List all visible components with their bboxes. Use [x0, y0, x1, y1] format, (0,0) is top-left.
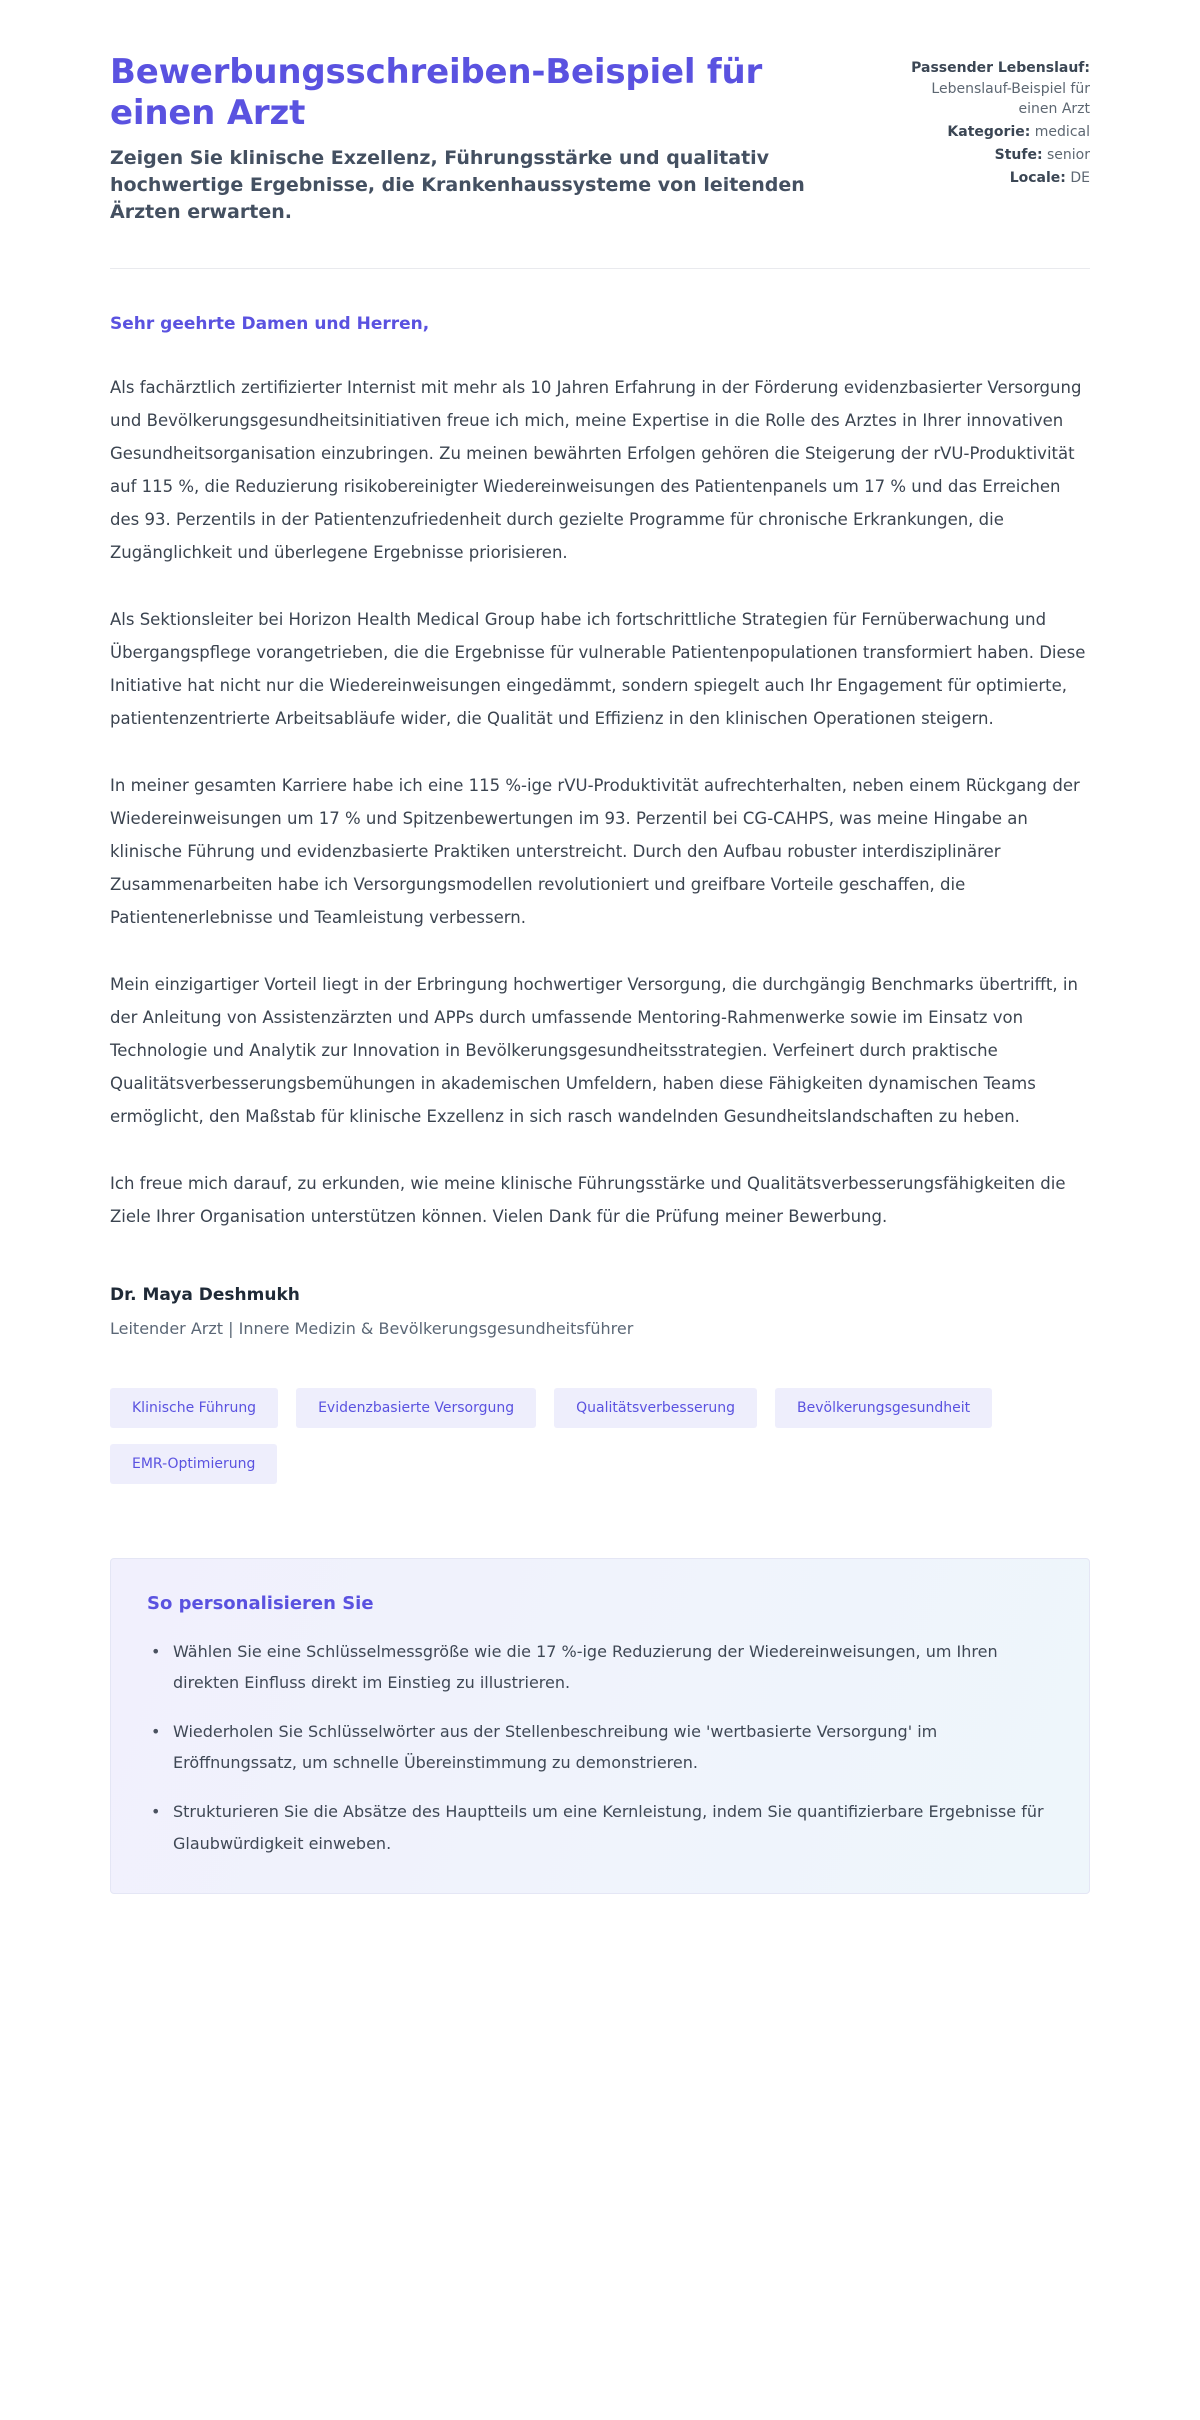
meta-locale-label: Locale:: [1009, 169, 1066, 186]
meta-category: [890, 122, 1090, 143]
tag-list: [110, 1388, 1070, 1484]
tag-chip[interactable]: Bevölkerungsgesundheit: [775, 1388, 992, 1428]
callout-tip-text: Wählen Sie eine Schlüsselmessgröße wie die 17 %-ige Reduzierung der Wiedereinweisungen, um Ihren direkten Einfluss direkt im Einstieg zu illustrieren.: [173, 1641, 998, 1692]
callout-title: So personalisieren Sie: [147, 1592, 374, 1614]
callout-tip-list: [147, 1636, 1053, 1859]
bullet-icon: •: [151, 1722, 161, 1742]
meta-level-label: Stufe:: [994, 146, 1043, 163]
callout-tip-text: Strukturieren Sie die Absätze des Hauptteils um eine Kernleistung, indem Sie quantifizierbare Ergebnisse für Glaubwürdigkeit einweben.: [173, 1802, 1044, 1853]
bullet-icon: •: [151, 1802, 161, 1822]
bullet-icon: •: [151, 1641, 161, 1661]
letter-body: [110, 269, 1090, 1338]
meta-matching-resume-label: Passender Lebenslauf:: [911, 60, 1090, 76]
personalization-callout: [110, 1558, 1090, 1894]
page-title: Bewerbungsschreiben-Beispiel für einen Arzt: [110, 52, 763, 134]
document-metadata: [890, 52, 1090, 190]
signature-role: Leitender Arzt | Innere Medizin & Bevölkerungsgesundheitsführer: [110, 1318, 634, 1338]
meta-category-value: medical: [1034, 124, 1090, 141]
page-subtitle: Zeigen Sie klinische Exzellenz, Führungsstärke und qualitativ hochwertige Ergebnisse, die Krankenhaussysteme von leitenden Ärzten erwarten.: [110, 146, 805, 223]
callout-tip-item: [147, 1716, 1053, 1778]
tag-chip[interactable]: Evidenzbasierte Versorgung: [296, 1388, 536, 1428]
callout-tip-text: Wiederholen Sie Schlüsselwörter aus der Stellenbeschreibung wie 'wertbasierte Versorgung' im Eröffnungssatz, um schnelle Übereinstimmung zu demonstrieren.: [173, 1722, 938, 1773]
signature-name: Dr. Maya Deshmukh: [110, 1284, 300, 1305]
meta-locale: [890, 168, 1090, 189]
meta-matching-resume-value: Lebenslauf-Beispiel für einen Arzt: [931, 80, 1090, 118]
callout-tip-item: [147, 1796, 1053, 1858]
tag-chip[interactable]: Klinische Führung: [110, 1388, 278, 1428]
letter-paragraph: Mein einzigartiger Vorteil liegt in der Erbringung hochwertiger Versorgung, die durchgängig Benchmarks übertrifft, in der Anleitung von Assistenzärzten und APPs durch umfassende Mentoring-Rahmenwerke sowie im Einsatz von Technologie und Analytik zur Innovation in Bevölkerungsgesundheitsstrategien. Verfeinert durch praktische Qualitätsverbesserungsbemühungen in akademischen Umfeldern, haben diese Fähigkeiten dynamischen Teams ermöglicht, den Maßstab für klinische Exzellenz in sich rasch wandelnden Gesundheitslandschaften zu heben.: [110, 974, 1078, 1126]
signature-block: [110, 1285, 1090, 1338]
page-header: [110, 52, 1090, 226]
tag-chip[interactable]: Qualitätsverbesserung: [554, 1388, 757, 1428]
header-text-block: [110, 52, 810, 226]
tag-chip[interactable]: EMR-Optimierung: [110, 1444, 277, 1484]
meta-matching-resume: [890, 58, 1090, 120]
letter-paragraph: Ich freue mich darauf, zu erkunden, wie meine klinische Führungsstärke und Qualitätsverbesserungsfähigkeiten die Ziele Ihrer Organisation unterstützen können. Vielen Dank für die Prüfung meiner Bewerbung.: [110, 1173, 1066, 1226]
meta-category-label: Kategorie:: [947, 124, 1031, 141]
meta-locale-value: DE: [1070, 169, 1090, 186]
meta-level: [890, 145, 1090, 166]
letter-paragraph: Als Sektionsleiter bei Horizon Health Medical Group habe ich fortschrittliche Strategien für Fernüberwachung und Übergangspflege vorangetrieben, die die Ergebnisse für vulnerable Patientenpopulationen transformiert haben. Diese Initiative hat nicht nur die Wiedereinweisungen eingedämmt, sondern spiegelt auch Ihr Engagement für optimierte, patientenzentrierte Arbeitsabläufe wider, die Qualität und Effizienz in den klinischen Operationen steigern.: [110, 609, 1086, 728]
callout-tip-item: [147, 1636, 1053, 1698]
letter-salutation: Sehr geehrte Damen und Herren,: [110, 313, 430, 334]
letter-paragraph: Als fachärztlich zertifizierter Internist mit mehr als 10 Jahren Erfahrung in der Förderung evidenzbasierter Versorgung und Bevölkerungsgesundheitsinitiativen freue ich mich, meine Expertise in die Rolle des Arztes in Ihrer innovativen Gesundheitsorganisation einzubringen. Zu meinen bewährten Erfolgen gehören die Steigerung der rVU-Produktivität auf 115 %, die Reduzierung risikobereinigter Wiedereinweisungen des Patientenpanels um 17 % und das Erreichen des 93. Perzentils in der Patientenzufriedenheit durch gezielte Programme für chronische Erkrankungen, die Zugänglichkeit und überlegene Ergebnisse priorisieren.: [110, 377, 1082, 562]
letter-paragraph: In meiner gesamten Karriere habe ich eine 115 %-ige rVU-Produktivität aufrechterhalten, neben einem Rückgang der Wiedereinweisungen um 17 % und Spitzenbewertungen im 93. Perzentil bei CG-CAHPS, was meine Hingabe an klinische Führung und evidenzbasierte Praktiken unterstreicht. Durch den Aufbau robuster interdisziplinärer Zusammenarbeiten habe ich Versorgungsmodellen revolutioniert und greifbare Vorteile geschaffen, die Patientenerlebnisse und Teamleistung verbessern.: [110, 775, 1080, 927]
meta-level-value: senior: [1047, 146, 1090, 163]
